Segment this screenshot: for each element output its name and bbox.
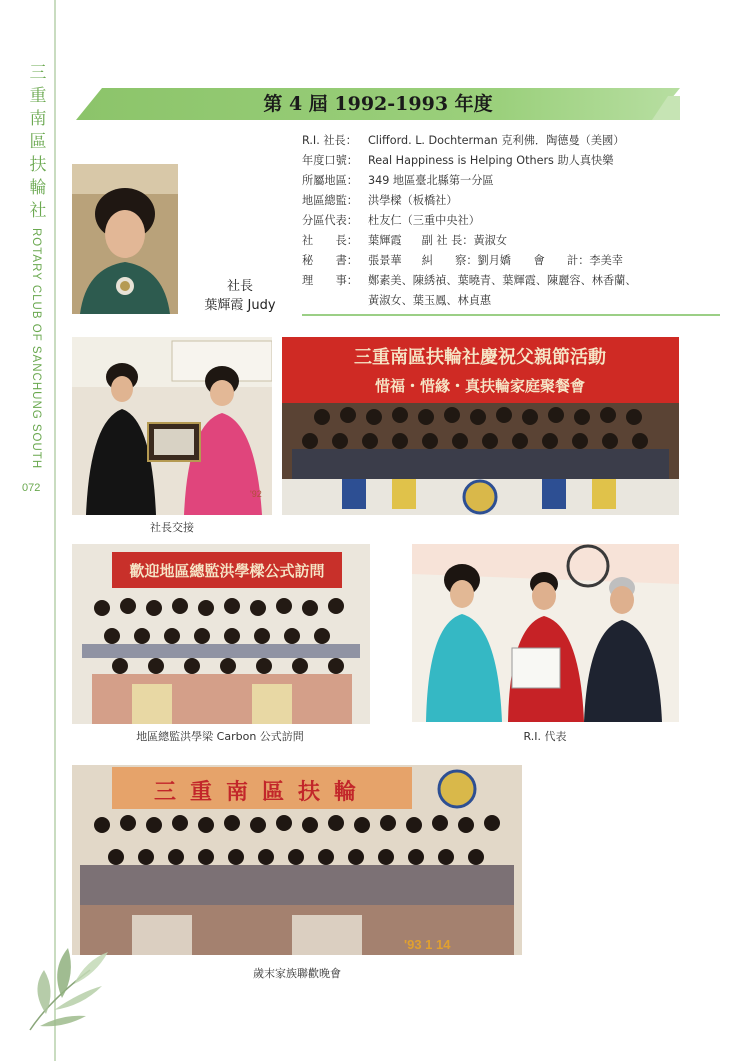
info-row [302, 131, 702, 151]
info-value: 杜友仁（三重中央社） [368, 214, 480, 227]
info-value: 鄭素美、陳綉禎、葉曉青、葉輝霞、陳麗容、林香蘭、 [368, 274, 637, 287]
caption-governor-visit: 地區總監洪學梁 Carbon 公式訪問 [136, 730, 304, 743]
title-banner [76, 88, 680, 120]
info-key: 地區總監： [302, 194, 358, 207]
caption-handover: 社長交接 [150, 521, 194, 534]
photo-date-stamp: '92 [250, 489, 262, 499]
info-value: 洪學樑（板橋社） [368, 194, 458, 207]
banquet-banner-text: 三重南區扶輪社慶祝父親節活動 [354, 347, 606, 368]
info-value: 葉輝霞 [368, 234, 402, 247]
side-char: 重 [29, 86, 47, 106]
president-caption [190, 277, 290, 315]
info-row [302, 251, 702, 271]
info-key: 社 長： [302, 234, 358, 247]
visit-banner-text: 歡迎地區總監洪學樑公式訪問 [129, 562, 325, 580]
info-value: 349 地區臺北縣第一分區 [368, 174, 494, 187]
photo-ri-representative-scene [412, 544, 679, 722]
page-title: 第 4 屆 1992-1993 年度 [263, 93, 493, 115]
info-sub-value: 糾 察：劉月嬌 會 計：李美幸 [421, 254, 623, 267]
info-key: 理 事： [302, 274, 358, 287]
president-portrait-figure [72, 164, 178, 314]
leaf-decoration-icon [10, 930, 120, 1040]
photo-handover-scene [72, 337, 272, 515]
info-sub-value: 副 社 長：黃淑女 [421, 234, 508, 247]
photo-family-party-scene [72, 765, 522, 955]
side-club-name-cn [26, 62, 50, 223]
info-row [302, 271, 702, 291]
info-key: 分區代表： [302, 214, 358, 227]
info-key: 年度口號： [302, 154, 358, 167]
president-role: 社長 [226, 279, 253, 294]
info-key: 所屬地區： [302, 174, 358, 187]
president-portrait [72, 164, 178, 314]
caption-ri-representative: R.I. 代表 [523, 730, 567, 743]
photo-ri-representative [412, 544, 679, 722]
info-row [302, 231, 702, 251]
photo-banquet [282, 337, 679, 515]
photo-governor-visit-scene [72, 544, 370, 724]
side-char: 扶 [29, 155, 47, 175]
info-divider [302, 314, 720, 316]
info-value: Real Happiness is Helping Others 助人真快樂 [368, 154, 614, 167]
page-number: 072 [22, 482, 41, 494]
side-char: 南 [29, 109, 47, 129]
photo-family-party [72, 765, 522, 955]
side-char: 社 [29, 201, 47, 221]
side-char: 三 [29, 63, 47, 83]
year-info-list [302, 131, 702, 311]
party-banner-text: 三重南區扶輪 [153, 779, 371, 805]
photo-banquet-scene [282, 337, 679, 515]
info-value: Clifford. L. Dochterman 克利佛．陶德曼（美國） [368, 134, 625, 147]
info-key: R.I. 社長： [302, 134, 357, 147]
banquet-banner-text-2: 惜福・惜緣・真扶輪家庭聚餐會 [374, 377, 586, 395]
party-date-stamp: '93 1 14 [404, 937, 451, 952]
photo-handover [72, 337, 272, 515]
side-club-name-en: ROTARY CLUB OF SANCHUNG SOUTH [30, 228, 42, 470]
info-key: 秘 書： [302, 254, 358, 267]
photo-governor-visit [72, 544, 370, 724]
side-rail-line [54, 0, 56, 1061]
president-name: 葉輝霞 Judy [204, 298, 276, 313]
caption-family-party: 歲末家族聯歡晚會 [253, 967, 341, 980]
info-value: 張景華 [368, 254, 402, 267]
side-char: 輪 [29, 178, 47, 198]
info-row [302, 191, 702, 211]
info-row [302, 171, 702, 191]
side-char: 區 [29, 132, 47, 152]
info-row [302, 211, 702, 231]
info-row [302, 151, 702, 171]
info-row-continued: 黃淑女、葉玉鳳、林貞惠 [368, 294, 492, 307]
